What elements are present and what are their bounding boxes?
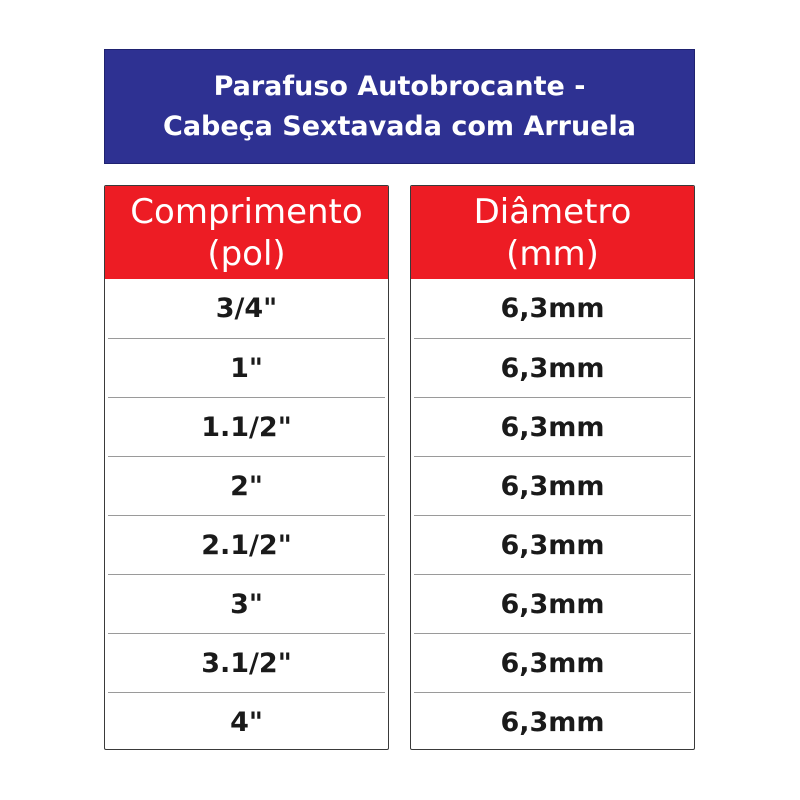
- title-banner: [104, 49, 695, 164]
- length-header-unit: (pol): [207, 233, 286, 274]
- diameter-header-unit: (mm): [506, 233, 599, 274]
- length-cell: 2": [108, 456, 385, 515]
- diameter-header-label: Diâmetro: [473, 191, 632, 232]
- length-header-label: Comprimento: [130, 191, 363, 232]
- length-cell: 3.1/2": [108, 633, 385, 692]
- diameter-cell: 6,3mm: [414, 515, 691, 574]
- diameter-cell: 6,3mm: [414, 397, 691, 456]
- length-column: [104, 185, 389, 750]
- diameter-cell: 6,3mm: [414, 574, 691, 633]
- length-cell: 4": [108, 692, 385, 750]
- diameter-header: [411, 186, 694, 279]
- diameter-cell: 6,3mm: [414, 633, 691, 692]
- diameter-cell: 6,3mm: [414, 338, 691, 397]
- length-cell: 2.1/2": [108, 515, 385, 574]
- title-line-2: Cabeça Sextavada com Arruela: [163, 110, 636, 142]
- title-line-1: Parafuso Autobrocante -: [213, 70, 586, 102]
- length-cell: 1": [108, 338, 385, 397]
- diameter-cell: 6,3mm: [500, 293, 605, 324]
- length-cell: 1.1/2": [108, 397, 385, 456]
- length-header: [105, 186, 388, 279]
- length-cell: 3/4": [215, 293, 278, 324]
- diameter-rows: [411, 279, 694, 750]
- diameter-cell: 6,3mm: [414, 692, 691, 750]
- diameter-column: [410, 185, 695, 750]
- length-rows: [105, 279, 388, 750]
- diameter-cell: 6,3mm: [414, 456, 691, 515]
- length-cell: 3": [108, 574, 385, 633]
